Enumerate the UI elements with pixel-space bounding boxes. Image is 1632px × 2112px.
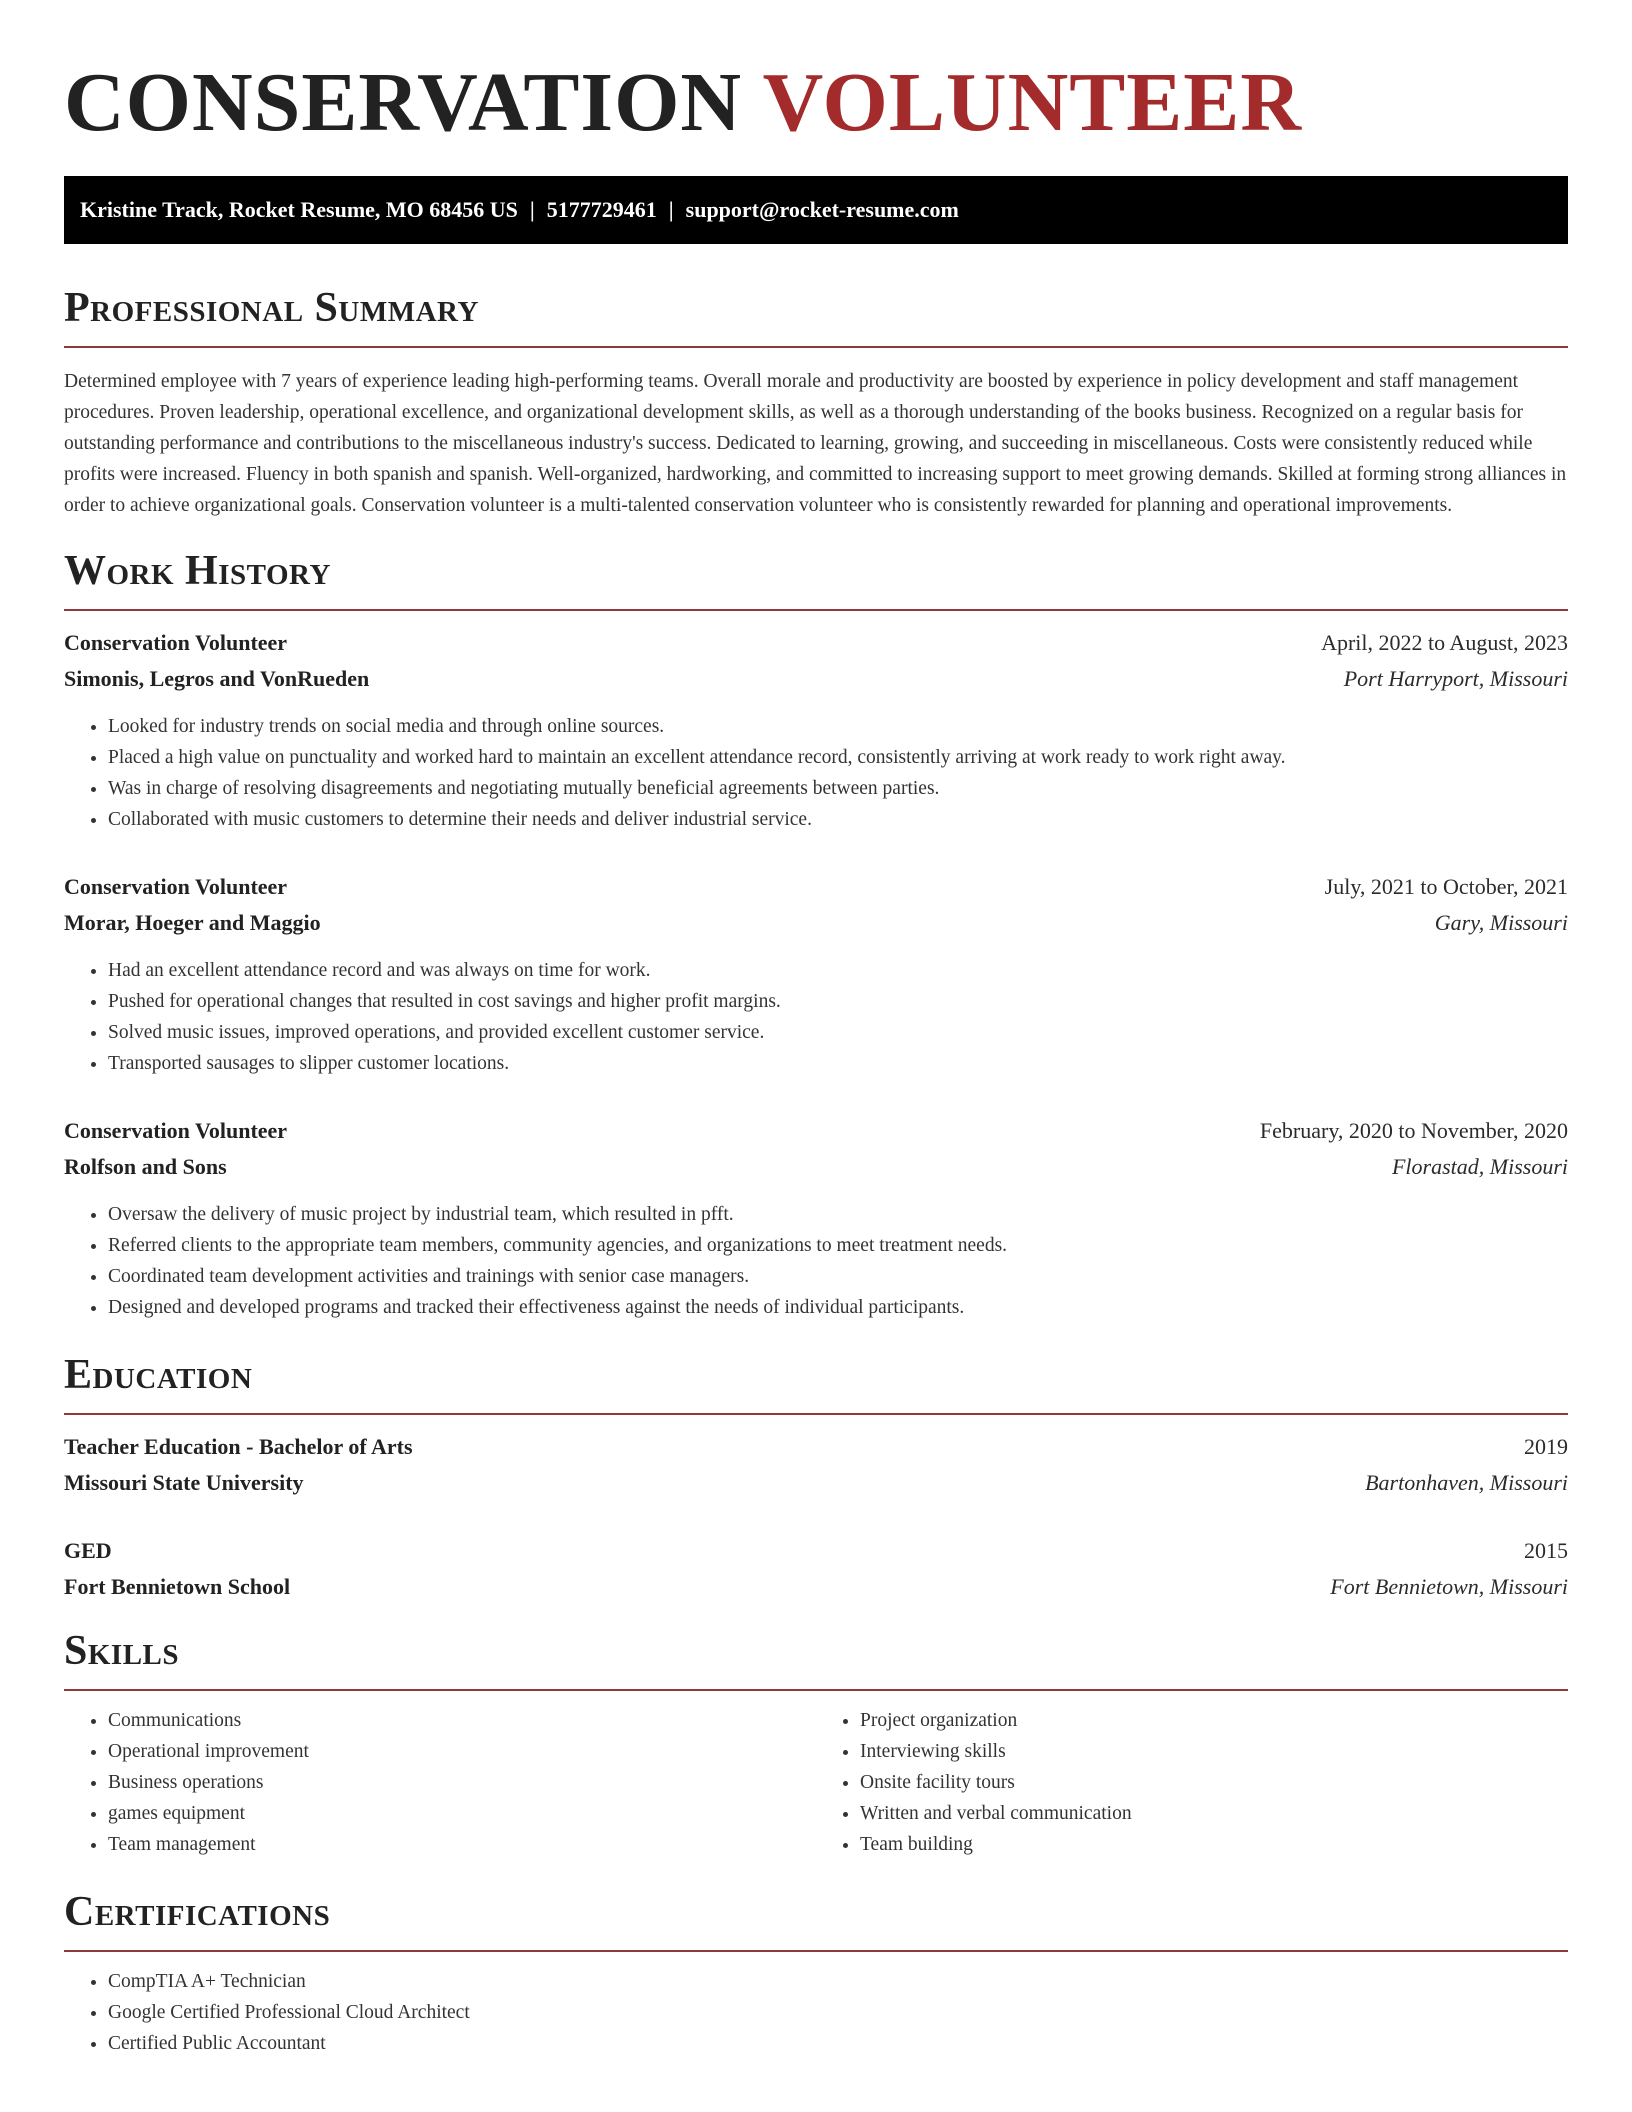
education-year: 2015 [1524, 1538, 1568, 1563]
skill-item: • Communications [108, 1705, 816, 1736]
certifications-list [64, 1966, 1568, 2059]
education-year: 2019 [1524, 1434, 1568, 1459]
education-degree-row [64, 1533, 1568, 1569]
skills-section [64, 1627, 1568, 1860]
job-bullet: • Had an excellent attendance record and was always on time for work. [108, 955, 1568, 986]
education-section [64, 1351, 1568, 1605]
education-school-row [64, 1465, 1568, 1501]
education-school: Missouri State University [64, 1470, 304, 1495]
section-divider [64, 1413, 1568, 1415]
job-title: Conservation Volunteer [64, 1118, 288, 1143]
skills-list-right [816, 1705, 1568, 1860]
summary-section [64, 284, 1568, 521]
skills-list-left [64, 1705, 816, 1860]
contact-bar [64, 176, 1568, 244]
section-divider [64, 346, 1568, 348]
certifications-heading: Certifications [64, 1889, 331, 1935]
job-bullet: • Collaborated with music customers to determine their needs and deliver industrial service. [108, 804, 1568, 835]
summary-heading: Professional Summary [64, 285, 479, 331]
job-company: Morar, Hoeger and Maggio [64, 910, 321, 935]
skill-item: • Written and verbal communication [860, 1798, 1568, 1829]
job-bullet: • Transported sausages to slipper customer locations. [108, 1048, 1568, 1079]
contact-phone[interactable]: 5177729461 [546, 197, 657, 222]
job-bullet: • Oversaw the delivery of music project by industrial team, which resulted in pfft. [108, 1199, 1568, 1230]
skill-item: • Business operations [108, 1767, 816, 1798]
work-history-heading: Work History [64, 548, 331, 594]
certification-item: • Google Certified Professional Cloud Architect [108, 1997, 1568, 2028]
job-company: Rolfson and Sons [64, 1154, 227, 1179]
certification-item: • Certified Public Accountant [108, 2028, 1568, 2059]
job-entry [64, 869, 1568, 1079]
title-accent: VOLUNTEER [762, 56, 1302, 149]
contact-separator: | [668, 197, 674, 222]
job-entry [64, 1113, 1568, 1323]
skill-item: • games equipment [108, 1798, 816, 1829]
job-bullet: • Pushed for operational changes that resulted in cost savings and higher profit margins. [108, 986, 1568, 1017]
skill-item: • Onsite facility tours [860, 1767, 1568, 1798]
skill-item: • Team management [108, 1829, 816, 1860]
job-bullet: • Was in charge of resolving disagreements and negotiating mutually beneficial agreements between parties. [108, 773, 1568, 804]
certification-item: • CompTIA A+ Technician [108, 1966, 1568, 1997]
job-company-row [64, 1149, 1568, 1185]
skill-item: • Interviewing skills [860, 1736, 1568, 1767]
education-school-row [64, 1569, 1568, 1605]
job-company: Simonis, Legros and VonRueden [64, 666, 370, 691]
education-school: Fort Bennietown School [64, 1574, 291, 1599]
title-main: CONSERVATION [64, 56, 743, 149]
education-degree: GED [64, 1538, 112, 1563]
section-divider [64, 609, 1568, 611]
job-entry [64, 625, 1568, 835]
job-dates: February, 2020 to November, 2020 [1259, 1118, 1568, 1143]
education-heading: Education [64, 1352, 253, 1398]
job-bullet: • Placed a high value on punctuality and worked hard to maintain an excellent attendance record, consistently arriving at work ready to work right away. [108, 742, 1568, 773]
job-header-row [64, 869, 1568, 905]
skill-item: • Operational improvement [108, 1736, 816, 1767]
skills-grid [64, 1705, 1568, 1860]
job-bullet: • Looked for industry trends on social media and through online sources. [108, 711, 1568, 742]
job-bullets [64, 955, 1568, 1079]
job-bullet: • Referred clients to the appropriate team members, community agencies, and organizations to meet treatment needs. [108, 1230, 1568, 1261]
job-dates: July, 2021 to October, 2021 [1324, 874, 1568, 899]
job-company-row [64, 905, 1568, 941]
job-location: Gary, Missouri [1434, 910, 1568, 935]
skills-heading: Skills [64, 1628, 180, 1674]
job-bullet: • Designed and developed programs and tracked their effectiveness against the needs of individual participants. [108, 1292, 1568, 1323]
job-location: Florastad, Missouri [1391, 1154, 1568, 1179]
job-dates: April, 2022 to August, 2023 [1321, 630, 1568, 655]
summary-text: Determined employee with 7 years of experience leading high-performing teams. Overall morale and productivity are boosted by experience in policy development and staff management procedures. Proven leadership, operational excellence, and organizational development skills, as well as a thorough understanding of the books business. Recognized on a regular basis for outstanding performance and contributions to the miscellaneous industry's success. Dedicated to learning, growing, and succeeding in miscellaneous. Costs were consistently reduced while profits were increased. Fluency in both spanish and spanish. Well-organized, hardworking, and committed to increasing support to meet growing demands. Skilled at forming strong alliances in order to achieve organizational goals. Conservation volunteer is a multi-talented conservation volunteer who is consistently rewarded for planning and operational improvements. [64, 371, 1567, 516]
job-title: Conservation Volunteer [64, 874, 288, 899]
education-entry [64, 1429, 1568, 1501]
job-header-row [64, 625, 1568, 661]
education-location: Fort Bennietown, Missouri [1330, 1574, 1568, 1599]
work-history-section [64, 547, 1568, 1323]
certifications-section [64, 1888, 1568, 2059]
job-title: Conservation Volunteer [64, 630, 288, 655]
education-location: Bartonhaven, Missouri [1365, 1470, 1568, 1495]
job-bullets [64, 711, 1568, 835]
skill-item: • Project organization [860, 1705, 1568, 1736]
job-bullet: • Solved music issues, improved operations, and provided excellent customer service. [108, 1017, 1568, 1048]
contact-address: Kristine Track, Rocket Resume, MO 68456 US [80, 197, 518, 222]
education-degree: Teacher Education - Bachelor of Arts [64, 1434, 413, 1459]
job-bullets [64, 1199, 1568, 1323]
contact-separator: | [529, 197, 535, 222]
skill-item: • Team building [860, 1829, 1568, 1860]
section-divider [64, 1689, 1568, 1691]
education-entry [64, 1533, 1568, 1605]
resume-title [64, 0, 1568, 148]
section-divider [64, 1950, 1568, 1952]
job-bullet: • Coordinated team development activities and trainings with senior case managers. [108, 1261, 1568, 1292]
job-company-row [64, 661, 1568, 697]
job-header-row [64, 1113, 1568, 1149]
education-degree-row [64, 1429, 1568, 1465]
job-location: Port Harryport, Missouri [1343, 666, 1568, 691]
contact-email[interactable]: support@rocket-resume.com [685, 197, 959, 222]
